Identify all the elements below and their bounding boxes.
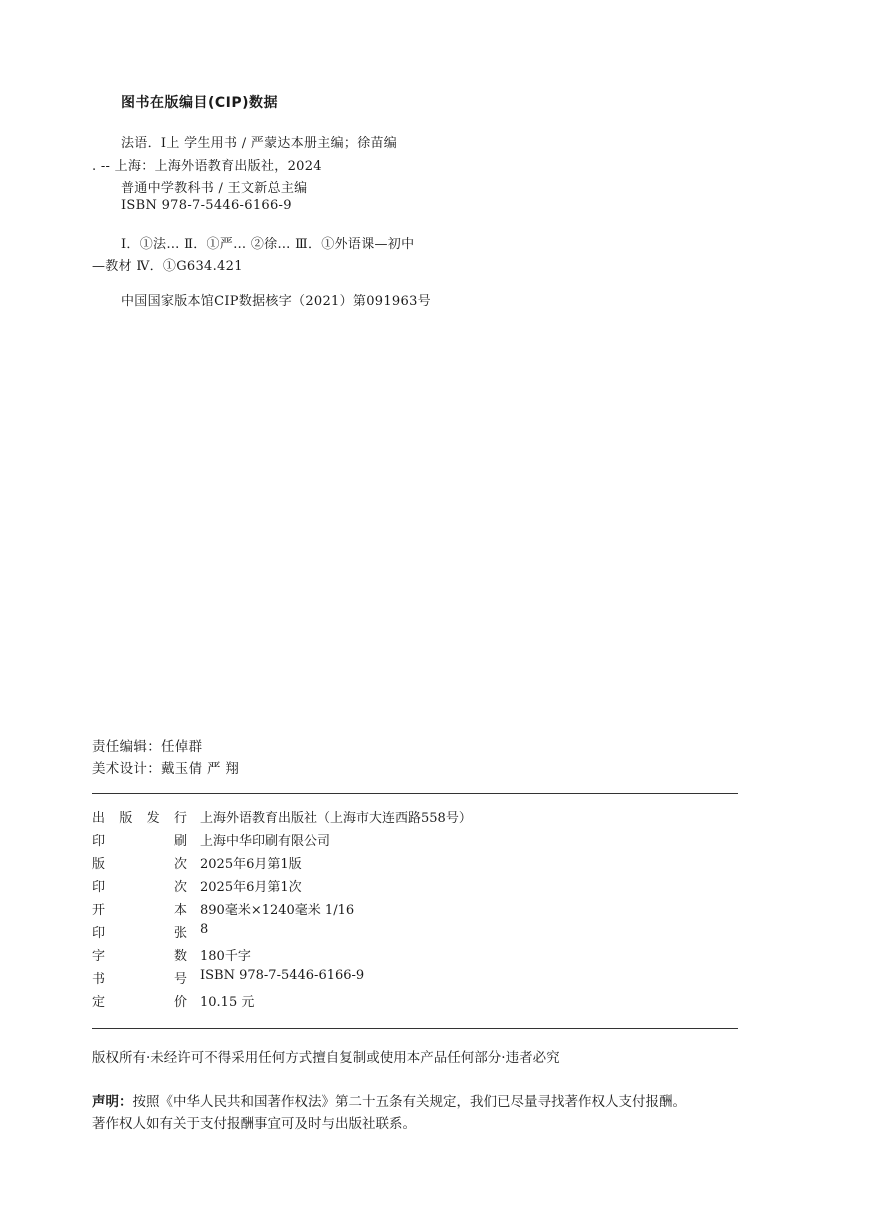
responsible-editor: 责任编辑：任倬群 [92, 739, 203, 755]
cip-line-classification: —教材 Ⅳ．①G634.421 [92, 259, 243, 274]
spec-label: 印 刷 [92, 834, 187, 849]
spec-label: 开 本 [92, 903, 187, 918]
spec-value: 2025年6月第1版 [200, 857, 302, 872]
spec-label: 定 价 [92, 995, 187, 1010]
spec-label: 出 版 发 行 [92, 811, 187, 826]
cip-line-subjects: Ⅰ．①法… Ⅱ．①严… ②徐… Ⅲ．①外语课—初中 [121, 237, 415, 252]
spec-label: 书 号 [92, 972, 187, 987]
spec-label: 版 次 [92, 857, 187, 872]
statement-label: 声明： [92, 1094, 133, 1110]
spec-value: 8 [200, 922, 209, 937]
art-designer: 美术设计：戴玉倩 严 翔 [92, 761, 240, 777]
spec-value: 180千字 [200, 949, 251, 964]
copyright-notice: 版权所有·未经许可不得采用任何方式擅自复制或使用本产品任何部分·违者必究 [92, 1050, 560, 1066]
spec-label: 印 张 [92, 926, 187, 941]
cip-line-publisher: . -- 上海：上海外语教育出版社，2024 [92, 159, 322, 174]
spec-value: 890毫米×1240毫米 1/16 [200, 903, 355, 918]
divider-bottom [92, 1028, 738, 1029]
statement-text: 按照《中华人民共和国著作权法》第二十五条有关规定，我们已尽量寻找著作权人支付报酬。 [132, 1094, 686, 1110]
spec-label: 印 次 [92, 880, 187, 895]
spec-value: 上海中华印刷有限公司 [200, 834, 331, 849]
spec-value: 上海外语教育出版社（上海市大连西路558号） [200, 811, 472, 826]
cip-line-isbn: ISBN 978-7-5446-6166-9 [121, 198, 292, 213]
cip-line-record-number: 中国国家版本馆CIP数据核字（2021）第091963号 [121, 294, 431, 309]
divider-top [92, 793, 738, 794]
spec-value: ISBN 978-7-5446-6166-9 [200, 968, 365, 983]
cip-title: 图书在版编目(CIP)数据 [121, 95, 279, 111]
spec-value: 10.15 元 [200, 995, 255, 1010]
cip-line-title: 法语．Ⅰ上 学生用书 / 严蒙达本册主编；徐苗编 [121, 136, 398, 151]
statement-line-2: 著作权人如有关于支付报酬事宜可及时与出版社联系。 [92, 1116, 416, 1132]
statement-line-1 [92, 1090, 686, 1110]
spec-label: 字 数 [92, 949, 187, 964]
spec-value: 2025年6月第1次 [200, 880, 302, 895]
cip-line-series: 普通中学教科书 / 王文新总主编 [121, 181, 308, 196]
